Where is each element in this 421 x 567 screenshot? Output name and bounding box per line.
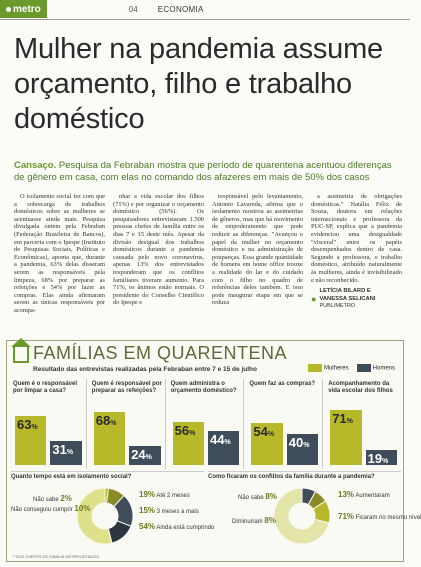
byline: ● LETÍCIA BILARD E VANESSA SELICANI PUBLIMETRO xyxy=(311,288,376,310)
bar-value-label: 56% xyxy=(174,422,196,438)
bar-women xyxy=(94,412,125,465)
bar-pair xyxy=(173,403,240,465)
pie-slice-label: Não sabe 2% xyxy=(33,494,72,503)
bar-value-label: 19% xyxy=(367,451,389,467)
bar-category-label: Quem faz as compras? xyxy=(249,381,316,387)
lede xyxy=(14,160,399,184)
article-body xyxy=(14,193,402,335)
house-icon xyxy=(13,347,29,363)
lede-text: Pesquisa da Febraban mostra que período de quarentena acentuou diferenças de gênero em casa, com elas no comando dos afazeres em mais de 50% dos casos xyxy=(14,160,392,183)
bar-value-label: 44% xyxy=(210,431,231,447)
footnote: ¹ DOS CHEFES DE FAMÍLIA ENTREVISTADOS xyxy=(13,554,99,559)
legend xyxy=(308,364,395,372)
pie-slice-label: Diminuíram 8% xyxy=(232,516,276,525)
bar-category-label: Acompanhamento da vida escolar dos filhos xyxy=(328,381,393,394)
bar-women xyxy=(173,422,204,465)
pie-slice-label: Não sabe 8% xyxy=(238,492,277,501)
bar-women xyxy=(330,410,361,465)
pie-question: Como ficaram os conflitos da família durante a pandemia? xyxy=(208,474,375,480)
bar-category-label: Quem é o responsável por limpar a casa? xyxy=(13,381,78,394)
page-number: 04 xyxy=(128,4,138,14)
pie-chart xyxy=(73,484,137,548)
bar-men xyxy=(50,441,81,465)
infographic xyxy=(6,340,421,562)
bar-pair xyxy=(330,403,397,465)
header-divider xyxy=(0,19,410,20)
bar-value-label: 24% xyxy=(131,447,152,463)
pie-isolation xyxy=(11,471,215,551)
bar-group xyxy=(169,379,245,469)
bar-value-label: 31% xyxy=(52,441,74,457)
pie-question: Quanto tempo está em isolamento social? xyxy=(11,474,132,480)
bar-value-label: 63% xyxy=(17,417,38,433)
legend-women: Mulheres xyxy=(308,364,349,372)
pie-slice-label: 13% Aumentaram xyxy=(338,490,390,499)
bar-men xyxy=(129,446,160,465)
bar-men xyxy=(366,450,397,465)
pie-slice-label: 54% Ainda está cumprindo xyxy=(139,522,215,531)
pie-chart xyxy=(270,484,334,548)
headline: Mulher na pandemia assume orçamento, filho e trabalho doméstico xyxy=(14,33,383,135)
bar-value-label: 54% xyxy=(253,424,275,440)
location-pin-icon: ● xyxy=(311,293,317,304)
bar-value-label: 71% xyxy=(332,410,353,426)
kicker: Cansaço. xyxy=(14,160,57,171)
bar-category-label: Quem administra o orçamento doméstico? xyxy=(170,381,237,394)
infographic-subtitle: Resultado das entrevistas realizadas pela Febraban entre 7 e 15 de julho xyxy=(33,366,257,373)
bar-women xyxy=(15,416,46,465)
column-4: a assimetria de obrigações domésticas." Natália Félix de Souza, doutora em relações internacionais e professora da PUC-SP, explica que a pandemia evidenciou uma desigualdade "visceral" entre os papéis desempenhados dentro de casa. Segundo a professora, o trabalho doméstico, atribuído naturalmente às mulheres, ainda é invisibilizado e não reconhecido. ● LETÍCIA BILARD E VANESSA SELICANI PUBLIMETRO xyxy=(311,193,402,310)
pie-slice-label: 71% Ficaram no mesmo nível xyxy=(338,512,421,521)
pie-slice-label: 15% 3 meses a mais xyxy=(139,506,199,515)
bar-group xyxy=(11,379,87,469)
bar-value-label: 40% xyxy=(288,435,310,450)
bar-group xyxy=(247,379,323,469)
bar-group xyxy=(326,379,401,469)
pie-slice-label: 19% Até 2 meses xyxy=(139,490,190,499)
pie-slice-label: Não conseguiu cumprir 10% xyxy=(11,504,91,513)
bar-pair xyxy=(251,403,318,465)
infographic-title: FAMÍLIAS EM QUARENTENA xyxy=(33,343,288,363)
pie-conflicts xyxy=(208,471,421,551)
section-name: ECONOMIA xyxy=(157,4,204,14)
column-2: nhar a vida escolar dos filhos (71%) e por organizar o orçamento doméstico (56%). Os pesquisadores entrevistaram 1.500 pessoas chefes de família entre os dias 7 e 15 deste mês. Apesar da divisão desigual dos trabalhos domésticos durante a pandemia causada pelo novo coronavírus, apenas 13% dos entrevistados responderam que os conflitos familiares tiveram aumento. Para 71%, os ânimos estão normais. O presidente do Conselho Científico do Ipespe e xyxy=(113,193,204,307)
bar-value-label: 68% xyxy=(95,413,117,429)
pie-charts xyxy=(11,471,421,551)
bar-group xyxy=(90,379,166,469)
legend-men: Homens xyxy=(357,364,395,372)
column-3: responsável pelo levantamento, Antonio Lavareda, afirma que o isolamento mostrou as assimetrias de gêneros, mas que há movimento de empoderamento que pode reduzir as diferenças. "Avançou o papel da mulher no orçamento doméstico e na administração de poupanças. Essa grande quantidade de homens em home office trouxe a realidade do lar e do cuidado com o filho no quadro de referências deles também. E isso pode inaugurar etapa em que se reduza xyxy=(212,193,303,307)
bar-women xyxy=(251,423,282,465)
metro-logo: metro xyxy=(0,0,47,18)
bar-men xyxy=(287,434,318,465)
bar-men xyxy=(208,431,239,465)
bar-pair xyxy=(15,403,82,465)
column-1: O isolamento social fez com que a sobrecarga de trabalhos domésticos sobre as mulheres se acentuasse ainda mais. Pesquisa divulgada ontem pela Febraban (Federação Brasileira de Bancos), em parceria com o Ipespe (Instituto de Pesquisas Sociais, Políticas e Econômicas), aponta que, durante a pandemia, 63% delas disseram serem as responsáveis pela limpeza, 68% por preparar as refeições e 54% por fazer as compras. Elas ainda afirmaram serem as únicas responsáveis por acompa- xyxy=(14,193,105,314)
bar-chart xyxy=(11,379,401,469)
bar-category-label: Quem é responsável por preparar as refeições? xyxy=(91,381,162,394)
page-header xyxy=(0,0,410,18)
bar-pair xyxy=(94,403,161,465)
